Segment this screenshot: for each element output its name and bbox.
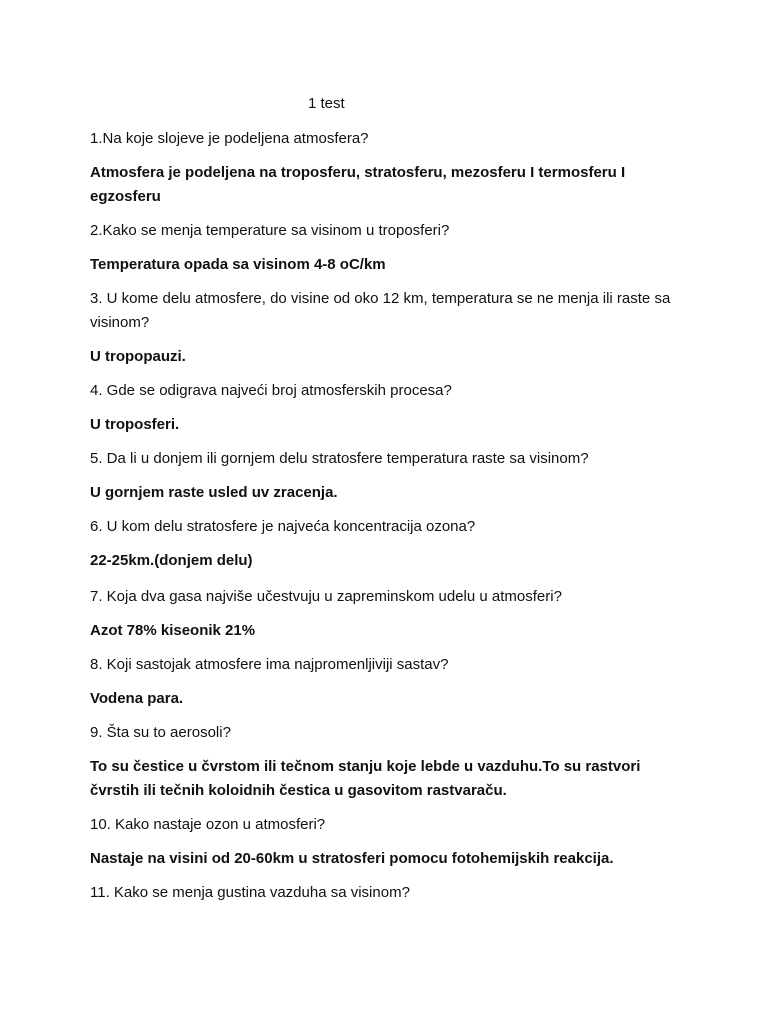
question-8: 8. Koji sastojak atmosfere ima najpromenljiviji sastav?	[90, 656, 449, 673]
answer-3: U tropopauzi.	[90, 348, 186, 365]
question-11: 11. Kako se menja gustina vazduha sa visinom?	[90, 884, 410, 901]
answer-5: U gornjem raste usled uv zracenja.	[90, 484, 338, 501]
answer-8: Vodena para.	[90, 690, 184, 707]
question-10: 10. Kako nastaje ozon u atmosferi?	[90, 816, 326, 833]
answer-9: To su čestice u čvrstom ili tečnom stanju koje lebde u vazduhu.To su rastvori čvrstih ili tečnih koloidnih čestica u gasovitom rastvaraču.	[90, 758, 641, 799]
question-7: 7. Koja dva gasa najviše učestvuju u zapreminskom udelu u atmosferi?	[90, 588, 562, 605]
answer-1: Atmosfera je podeljena na troposferu, stratosferu, mezosferu I termosferu I egzosferu	[90, 164, 626, 205]
answer-4: U troposferi.	[90, 416, 180, 433]
answer-6: 22-25km.(donjem delu)	[90, 552, 253, 569]
document-title: 1 test	[308, 95, 345, 112]
question-9: 9. Šta su to aerosoli?	[90, 724, 231, 741]
question-3: 3. U kome delu atmosfere, do visine od oko 12 km, temperatura se ne menja ili raste sa visinom?	[90, 290, 671, 331]
question-5: 5. Da li u donjem ili gornjem delu stratosfere temperatura raste sa visinom?	[90, 450, 589, 467]
answer-7: Azot 78% kiseonik 21%	[90, 622, 256, 639]
question-6: 6. U kom delu stratosfere je najveća koncentracija ozona?	[90, 518, 476, 535]
question-4: 4. Gde se odigrava najveći broj atmosferskih procesa?	[90, 382, 452, 399]
answer-10: Nastaje na visini od 20-60km u stratosferi pomocu fotohemijskih reakcija.	[90, 850, 614, 867]
answer-2: Temperatura opada sa visinom 4-8 oC/km	[90, 256, 386, 273]
question-1: 1.Na koje slojeve je podeljena atmosfera?	[90, 130, 369, 147]
question-2: 2.Kako se menja temperature sa visinom u troposferi?	[90, 222, 450, 239]
